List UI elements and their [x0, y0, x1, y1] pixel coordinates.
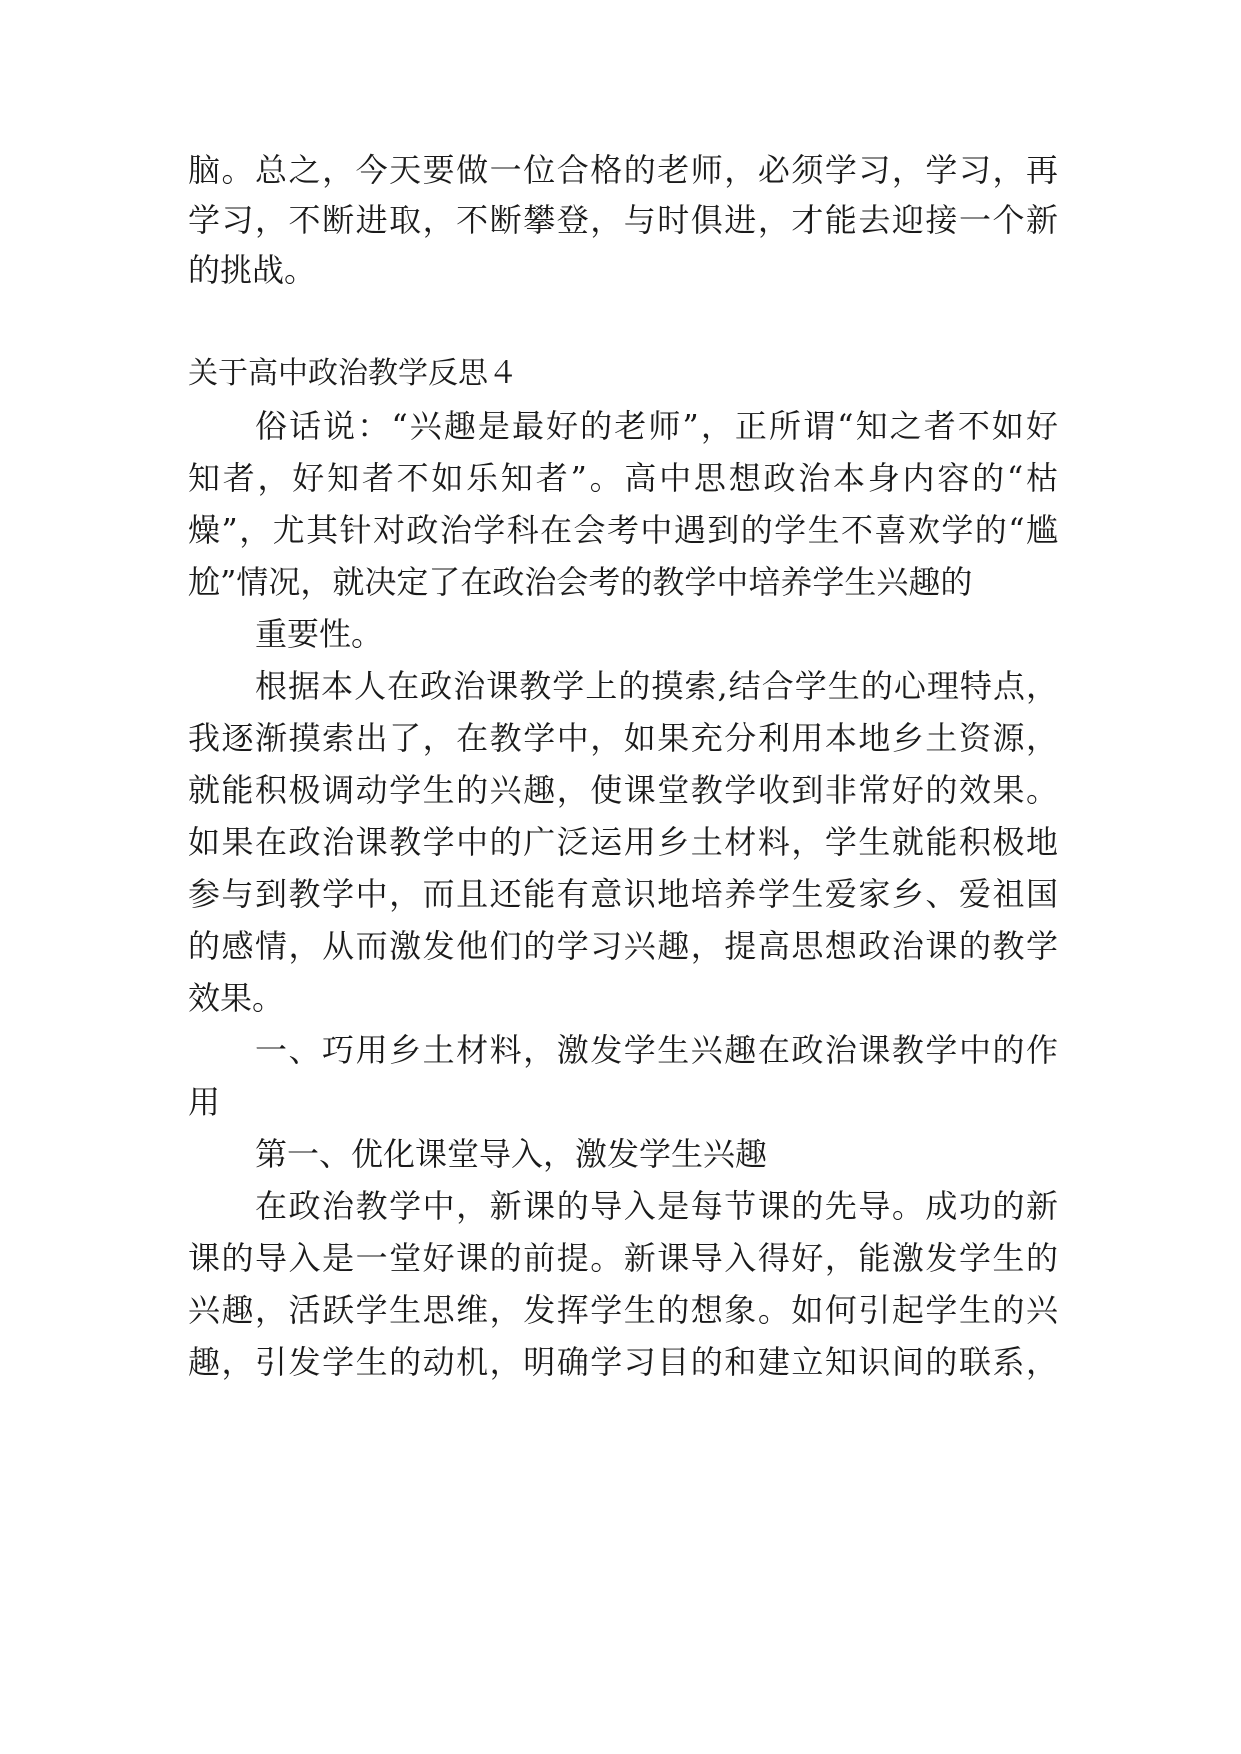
text-line: 用	[188, 1083, 221, 1121]
text-line: 的挑战。	[188, 251, 317, 289]
text-line: 俗话说：“兴趣是最好的老师”，正所谓“知之者不如好	[255, 407, 1058, 445]
text-line: 参与到教学中，而且还能有意识地培养学生爱家乡、爱祖国	[188, 875, 1058, 913]
text-line: 就能积极调动学生的兴趣，使课堂教学收到非常好的效果。	[188, 771, 1058, 809]
text-line: 课的导入是一堂好课的前提。新课导入得好，能激发学生的	[188, 1239, 1058, 1277]
text-line: 一、巧用乡土材料，激发学生兴趣在政治课教学中的作	[255, 1031, 1058, 1069]
text-line: 燥”，尤其针对政治学科在会考中遇到的学生不喜欢学的“尴	[188, 511, 1058, 549]
text-line: 我逐渐摸索出了，在教学中，如果充分利用本地乡土资源，	[188, 719, 1058, 757]
text-line: 重要性。	[255, 615, 384, 653]
text-line: 在政治教学中，新课的导入是每节课的先导。成功的新	[255, 1187, 1058, 1225]
section-heading: 关于高中政治教学反思４	[188, 356, 518, 391]
subsection-heading: 第一、优化课堂导入，激发学生兴趣	[255, 1135, 768, 1173]
text-line: 脑。总之，今天要做一位合格的老师，必须学习，学习，再	[188, 151, 1058, 189]
text-line: 兴趣，活跃学生思维，发挥学生的想象。如何引起学生的兴	[188, 1291, 1058, 1329]
text-line: 尬”情况，就决定了在政治会考的教学中培养学生兴趣的	[188, 563, 973, 601]
text-line: 效果。	[188, 979, 285, 1017]
text-line: 根据本人在政治课教学上的摸索,结合学生的心理特点，	[255, 667, 1058, 705]
text-line: 如果在政治课教学中的广泛运用乡土材料，学生就能积极地	[188, 823, 1058, 861]
text-line: 趣，引发学生的动机，明确学习目的和建立知识间的联系，	[188, 1343, 1058, 1381]
text-line: 学习，不断进取，不断攀登，与时俱进，才能去迎接一个新	[188, 201, 1058, 239]
text-line: 的感情，从而激发他们的学习兴趣，提高思想政治课的教学	[188, 927, 1058, 965]
text-line: 知者，好知者不如乐知者”。高中思想政治本身内容的“枯	[188, 459, 1058, 497]
